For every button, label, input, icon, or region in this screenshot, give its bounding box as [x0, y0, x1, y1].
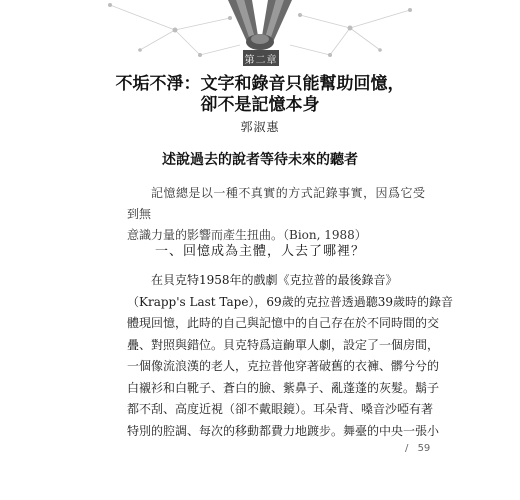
- body-line: 在貝克特1958年的戲劇《克拉普的最後錄音》: [127, 273, 398, 287]
- author-name: 郭淑惠: [240, 120, 280, 134]
- epigraph-quote: [127, 183, 425, 246]
- chapter-title-line-1: 不垢不淨：文字和錄音只能幫助回憶，: [115, 74, 405, 94]
- subsection-heading: 一、回憶成為主體，人去了哪裡？: [154, 244, 365, 259]
- body-line: 都不刮、高度近視（卻不戴眼鏡）。耳朵背、嗓音沙啞有著: [127, 402, 434, 416]
- body-line: 體現回憶，此時的自己與記憶中的自己存在於不同時間的交: [127, 316, 440, 330]
- body-paragraph: [127, 270, 453, 442]
- body-line: 一個像流浪漢的老人，克拉普他穿著破舊的衣褲、髒兮兮的: [127, 359, 440, 373]
- section-heading: 述說過去的說者等待未來的聽者: [162, 152, 358, 168]
- body-line: 疊、對照與錯位。貝克特爲這齣單人劇，設定了一個房間，: [127, 337, 440, 352]
- page-number: 59: [417, 443, 431, 454]
- quote-line: 意識力量的影響而產生扭曲。（Bion, 1988）: [127, 228, 367, 242]
- footer-separator: /: [405, 443, 409, 454]
- chapter-title-line-2: 卻不是記憶本身: [200, 95, 320, 115]
- body-line: （Krapp's Last Tape），69歲的克拉普透過聽39歲時的錄音: [127, 294, 453, 309]
- chapter-badge: 第二章: [243, 50, 279, 66]
- quote-line: 記憶總是以一種不真實的方式記錄事實，因爲它受到無: [127, 186, 425, 221]
- page-footer: [405, 443, 430, 454]
- chapter-title-block: [0, 74, 520, 135]
- body-line: 白襯衫和白靴子、蒼白的臉、紫鼻子、亂蓬蓬的灰髮。鬍子: [127, 380, 440, 395]
- body-line: 特別的腔調、每次的移動都費力地踱步。舞臺的中央一張小: [127, 423, 440, 438]
